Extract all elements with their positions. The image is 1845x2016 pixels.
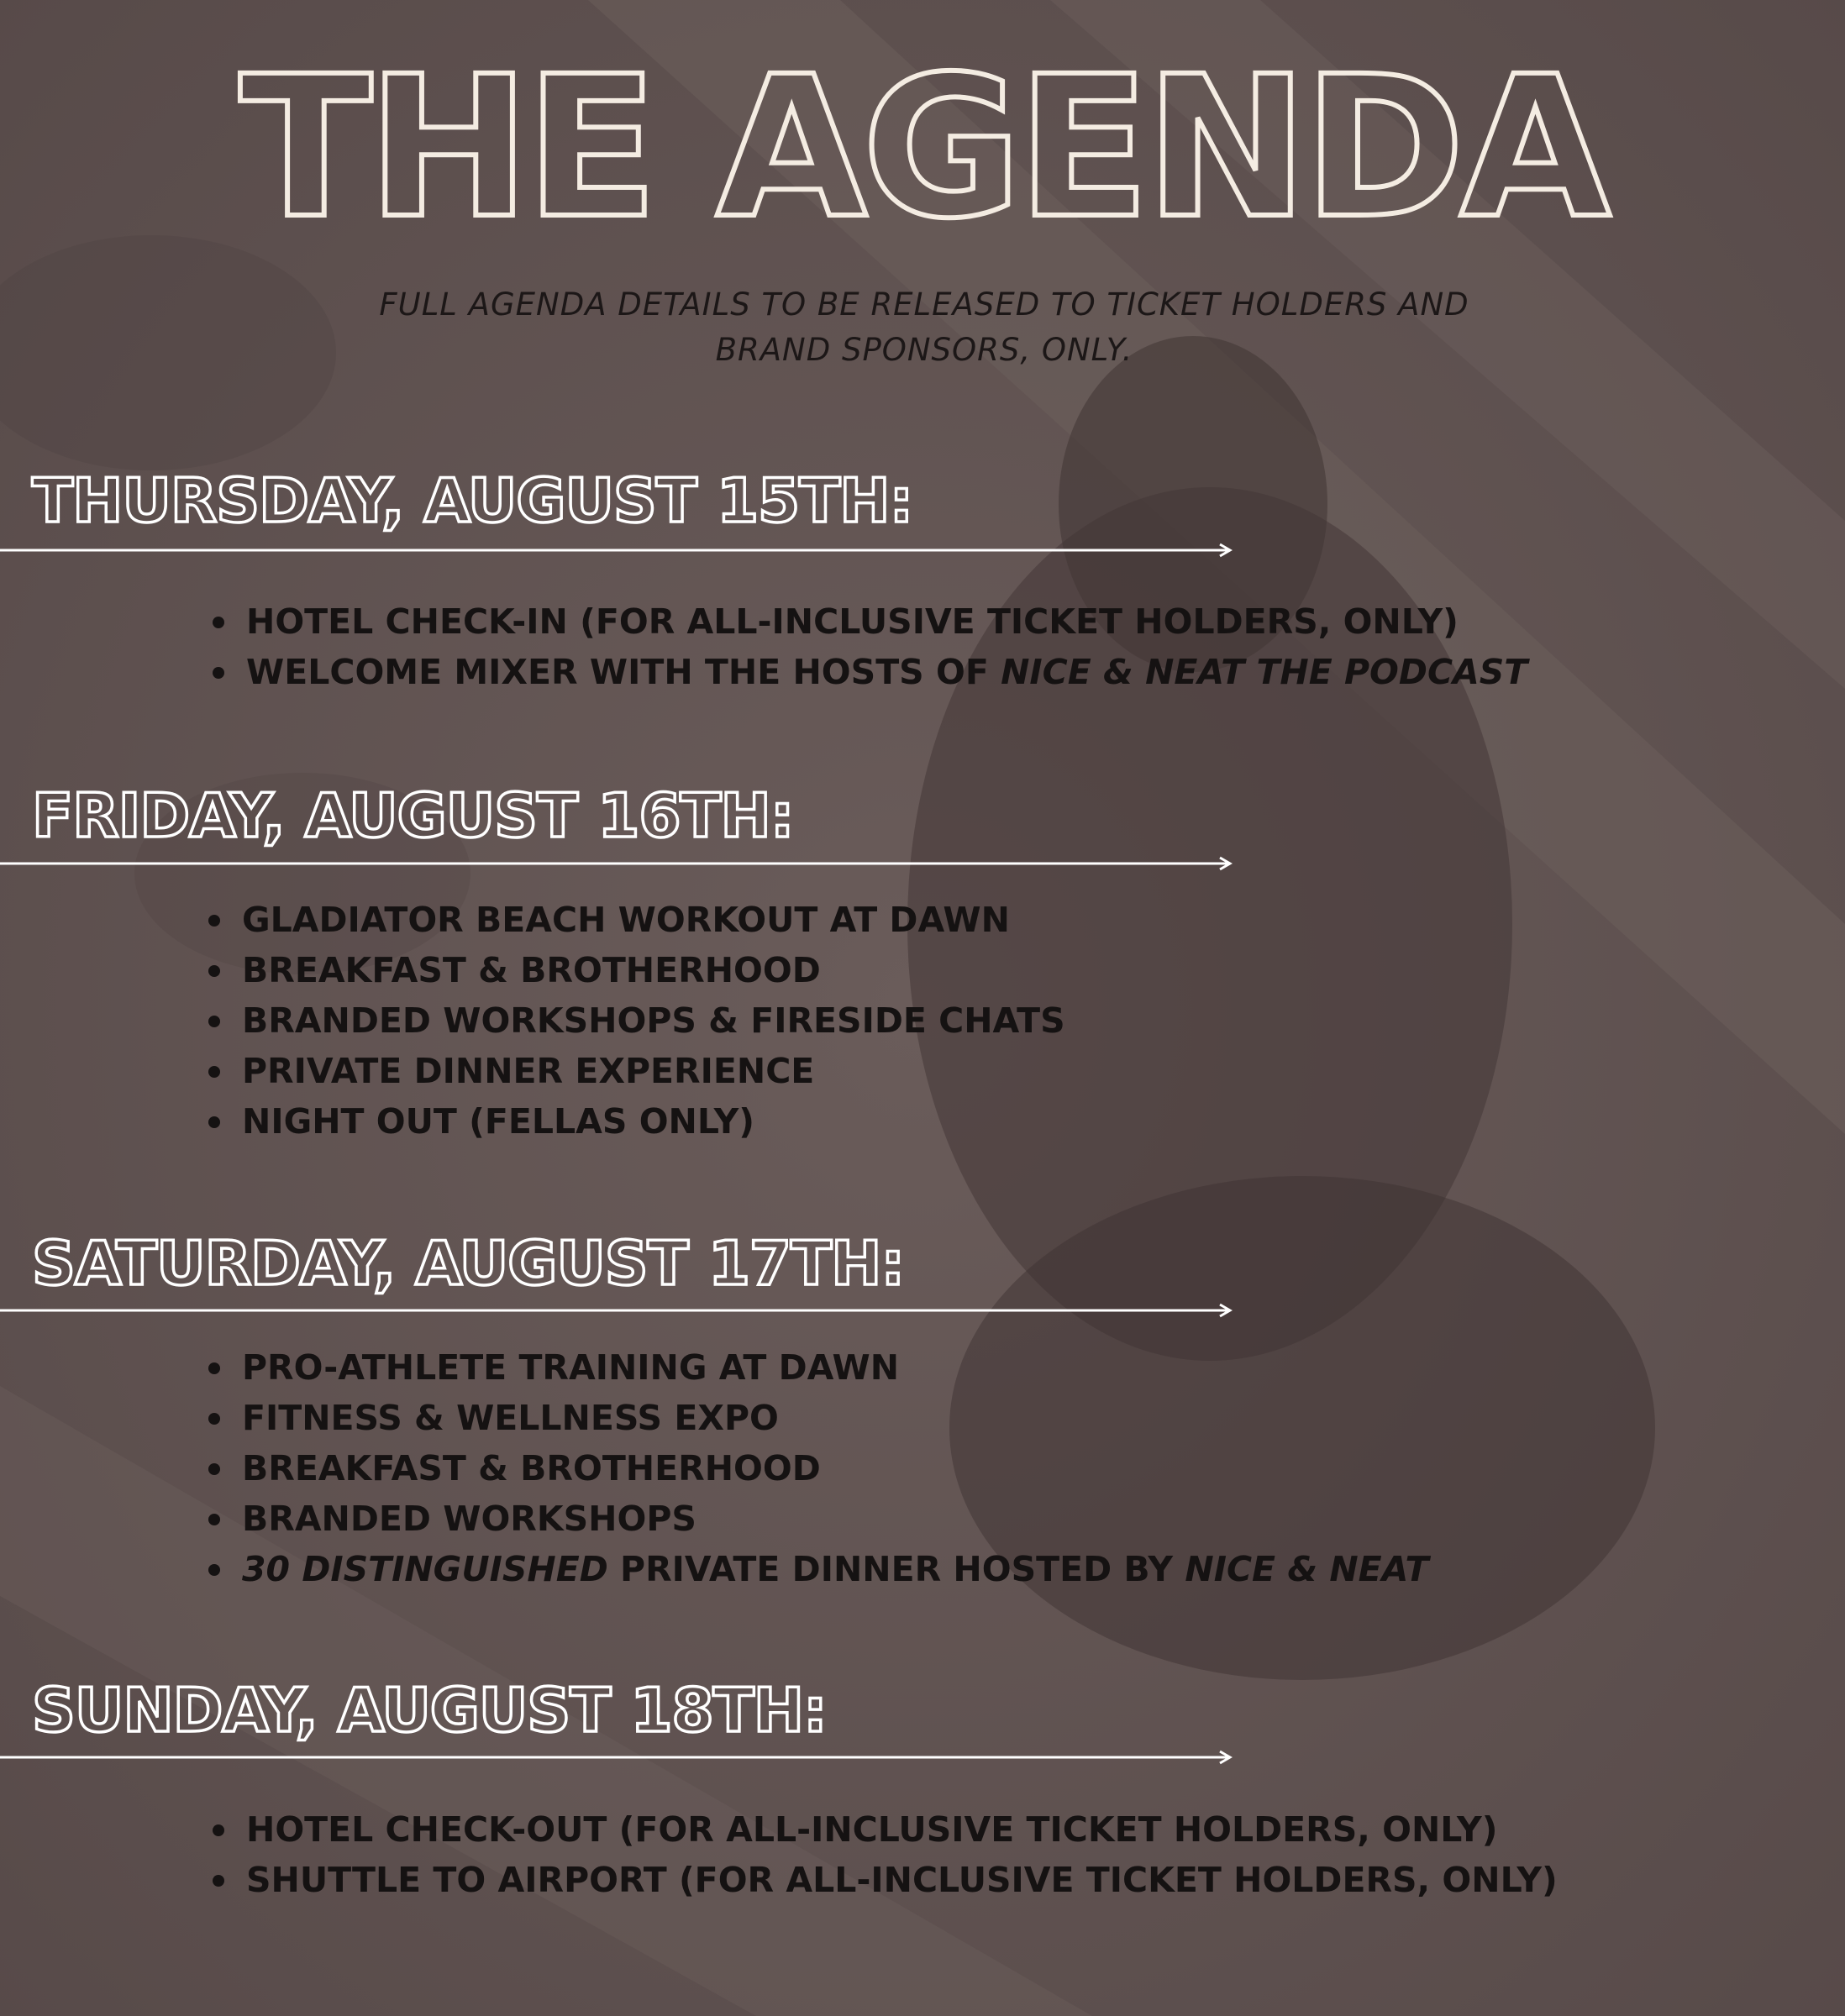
subtitle-line-1: FULL AGENDA DETAILS TO BE RELEASED TO TICKET HOLDERS AND	[379, 286, 1469, 323]
bullet-icon	[208, 1514, 220, 1525]
list-item: BREAKFAST & BROTHERHOOD	[208, 945, 1065, 995]
bullet-icon	[213, 617, 224, 628]
bullet-icon	[208, 1463, 220, 1475]
subtitle-line-2: BRAND SPONSORS, ONLY.	[715, 332, 1133, 368]
bullet-icon	[208, 1016, 220, 1027]
page-subtitle	[336, 282, 1512, 373]
bullet-icon	[208, 1066, 220, 1078]
bullet-icon	[208, 915, 220, 927]
day-heading: SATURDAY, AUGUST 17TH:	[32, 1228, 905, 1299]
list-item: BRANDED WORKSHOPS	[208, 1494, 1428, 1544]
page-title: THE AGENDA	[239, 34, 1606, 261]
day-item-list	[213, 1804, 1558, 1905]
bullet-icon	[213, 667, 224, 679]
list-item: HOTEL CHECK-OUT (FOR ALL-INCLUSIVE TICKET HOLDERS, ONLY)	[213, 1804, 1558, 1855]
day-item-list	[208, 895, 1065, 1147]
bullet-icon	[208, 965, 220, 977]
list-item: PRO-ATHLETE TRAINING AT DAWN	[208, 1342, 1428, 1393]
bullet-icon	[208, 1116, 220, 1128]
list-item: GLADIATOR BEACH WORKOUT AT DAWN	[208, 895, 1065, 945]
list-item: WELCOME MIXER WITH THE HOSTS OF NICE & NEAT THE PODCAST	[213, 647, 1527, 697]
list-item: SHUTTLE TO AIRPORT (FOR ALL-INCLUSIVE TICKET HOLDERS, ONLY)	[213, 1855, 1558, 1905]
day-heading: SUNDAY, AUGUST 18TH:	[32, 1675, 827, 1746]
bullet-icon	[208, 1564, 220, 1576]
arrow-divider	[0, 542, 1235, 559]
bullet-icon	[208, 1413, 220, 1425]
day-heading: THURSDAY, AUGUST 15TH:	[32, 465, 913, 536]
list-item: PRIVATE DINNER EXPERIENCE	[208, 1046, 1065, 1096]
day-heading: FRIDAY, AUGUST 16TH:	[32, 780, 794, 851]
arrow-divider	[0, 1749, 1235, 1766]
list-item: 30 DISTINGUISHED PRIVATE DINNER HOSTED BY NICE & NEAT	[208, 1544, 1428, 1594]
bullet-icon	[213, 1824, 224, 1836]
bullet-icon	[213, 1875, 224, 1887]
list-item: BREAKFAST & BROTHERHOOD	[208, 1443, 1428, 1494]
list-item: BRANDED WORKSHOPS & FIRESIDE CHATS	[208, 995, 1065, 1046]
day-item-list	[213, 596, 1527, 697]
list-item: FITNESS & WELLNESS EXPO	[208, 1393, 1428, 1443]
list-item: NIGHT OUT (FELLAS ONLY)	[208, 1096, 1065, 1147]
day-item-list	[208, 1342, 1428, 1594]
arrow-divider	[0, 855, 1235, 872]
list-item: HOTEL CHECK-IN (FOR ALL-INCLUSIVE TICKET HOLDERS, ONLY)	[213, 596, 1527, 647]
arrow-divider	[0, 1302, 1235, 1319]
bullet-icon	[208, 1362, 220, 1374]
